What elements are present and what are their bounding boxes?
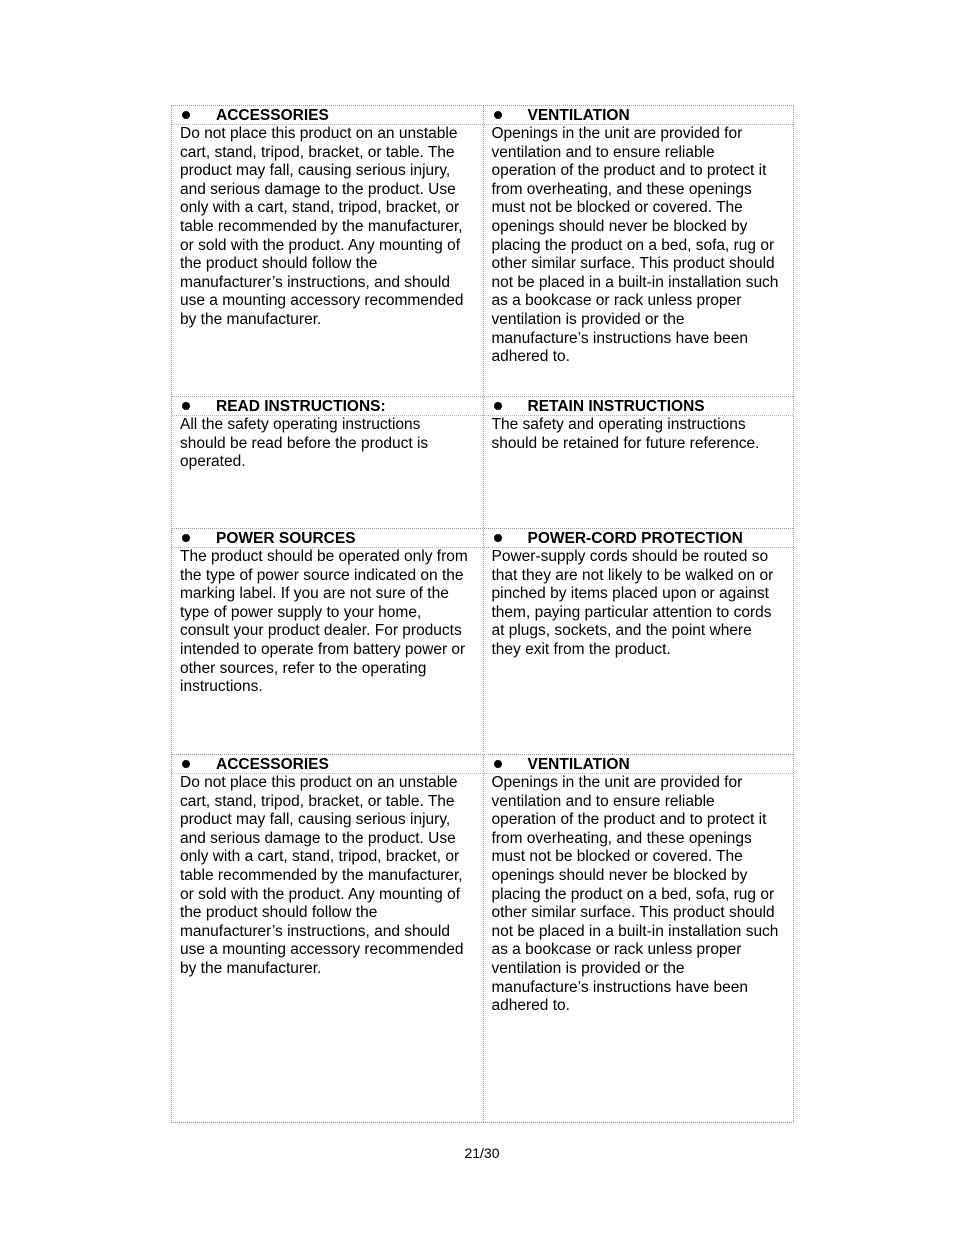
section-text: The safety and operating instructions should be retained for future reference. — [491, 416, 760, 452]
bullet-icon — [494, 111, 502, 119]
section-heading — [172, 397, 483, 416]
section-ventilation — [483, 106, 794, 396]
table-row — [172, 529, 793, 755]
section-text: Openings in the unit are provided for ventilation and to ensure reliable operation of the product and to protect it from overheating, and these openings must not be blocked or covered. The openings should never be blocked by placing the product on a bed, sofa, rug or other similar surface. This product should not be placed in a built-in installation such as a bookcase or rack unless proper ventilation is provided or the manufacture’s instructions have been adhered to. — [491, 125, 779, 366]
section-title: POWER-CORD PROTECTION — [527, 529, 743, 547]
section-accessories — [172, 755, 483, 1122]
safety-instructions-table — [171, 105, 794, 1123]
section-heading — [484, 106, 794, 125]
section-title: VENTILATION — [527, 755, 630, 773]
section-text: The product should be operated only from the type of power source indicated on the marking label. If you are not sure of the type of power supply to your home, consult your product dealer. For products intended to operate from battery power or other sources, refer to the operating instructions. — [180, 548, 468, 696]
section-heading — [484, 755, 794, 774]
bullet-icon — [494, 534, 502, 542]
section-power-sources — [172, 529, 483, 754]
section-title: ACCESSORIES — [216, 106, 329, 124]
section-title: POWER SOURCES — [216, 529, 356, 547]
bullet-icon — [182, 760, 190, 768]
section-text: Openings in the unit are provided for ventilation and to ensure reliable operation of the product and to protect it from overheating, and these openings must not be blocked or covered. The openings should never be blocked by placing the product on a bed, sofa, rug or other similar surface. This product should not be placed in a built-in installation such as a bookcase or rack unless proper ventilation is provided or the manufacture’s instructions have been adhered to. — [491, 774, 779, 1015]
section-power-cord-protection — [483, 529, 794, 754]
bullet-icon — [182, 534, 190, 542]
section-text: Power-supply cords should be routed so that they are not likely to be walked on or pinched by items placed upon or against them, paying particular attention to cords at plugs, sockets, and the point where they exit from the product. — [491, 548, 774, 658]
page-number: 21/30 — [464, 1145, 500, 1161]
section-heading — [172, 755, 483, 774]
section-heading — [484, 397, 794, 416]
section-text: All the safety operating instructions should be read before the product is operated. — [180, 416, 429, 471]
section-title: RETAIN INSTRUCTIONS — [527, 397, 705, 415]
section-title: READ INSTRUCTIONS: — [216, 397, 386, 415]
bullet-icon — [494, 760, 502, 768]
table-row — [172, 755, 793, 1122]
table-row — [172, 106, 793, 397]
section-text: Do not place this product on an unstable cart, stand, tripod, bracket, or table. The product may fall, causing serious injury, and serious damage to the product. Use only with a cart, stand, tripod, bracket, or table recommended by the manufacturer, or sold with the product. Any mounting of the product should follow the manufacturer’s instructions, and should use a mounting accessory recommended by the manufacturer. — [180, 125, 464, 328]
section-retain-instructions — [483, 397, 794, 528]
section-heading — [172, 529, 483, 548]
bullet-icon — [182, 402, 190, 410]
section-read-instructions — [172, 397, 483, 528]
section-heading — [484, 529, 794, 548]
bullet-icon — [182, 111, 190, 119]
bullet-icon — [494, 402, 502, 410]
section-title: VENTILATION — [527, 106, 630, 124]
section-heading — [172, 106, 483, 125]
section-text: Do not place this product on an unstable cart, stand, tripod, bracket, or table. The product may fall, causing serious injury, and serious damage to the product. Use only with a cart, stand, tripod, bracket, or table recommended by the manufacturer, or sold with the product. Any mounting of the product should follow the manufacturer’s instructions, and should use a mounting accessory recommended by the manufacturer. — [180, 774, 464, 977]
section-title: ACCESSORIES — [216, 755, 329, 773]
section-accessories — [172, 106, 483, 396]
section-ventilation — [483, 755, 794, 1122]
table-row — [172, 397, 793, 529]
